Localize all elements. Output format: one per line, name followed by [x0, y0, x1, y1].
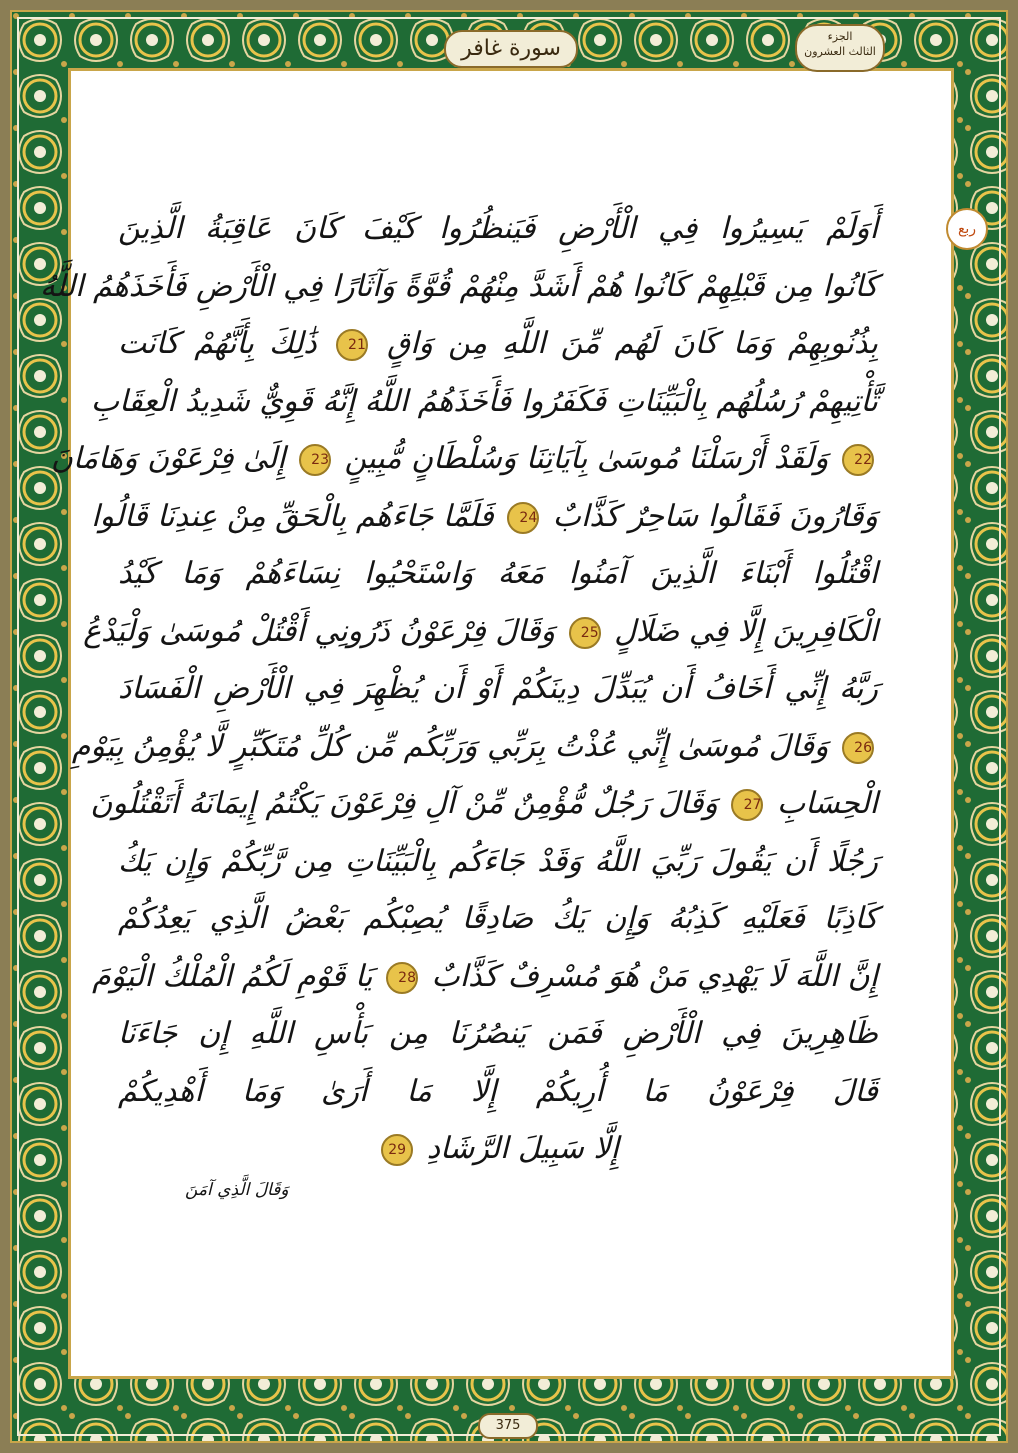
text-line — [92, 948, 878, 1006]
verse-segment: بِذُنُوبِهِمْ وَمَا كَانَ لَهُم مِّنَ اللَّهِ مِن وَاقٍ — [386, 326, 878, 361]
ayah-number-marker: 28 — [386, 962, 418, 994]
text-line — [83, 603, 878, 661]
text-line — [91, 488, 878, 546]
verse-segment: فَلَمَّا جَاءَهُم بِالْحَقِّ مِنْ عِندِنَا قَالُوا — [91, 498, 494, 534]
text-line — [39, 258, 878, 316]
juz-word: الجزء — [827, 30, 853, 43]
text-line — [118, 545, 878, 603]
verse-segment: وَقَارُونَ فَقَالُوا سَاحِرٌ كَذَّابٌ — [552, 498, 878, 534]
ayah-number-marker: 25 — [569, 617, 601, 649]
verse-segment: كَانُوا مِن قَبْلِهِمْ كَانُوا هُمْ أَشَدَّ مِنْهُمْ قُوَّةً وَآثَارًا فِي الْأَرْضِ فَأَخَذَهُمُ اللَّهُ — [39, 268, 878, 304]
text-line — [118, 890, 878, 948]
verse-segment: الْحِسَابِ — [777, 786, 878, 821]
verse-segment: يَا قَوْمِ لَكُمُ الْمُلْكُ الْيَوْمَ — [92, 958, 373, 994]
verse-segment: وَقَالَ فِرْعَوْنُ ذَرُونِي أَقْتُلْ مُوسَىٰ وَلْيَدْعُ — [83, 613, 556, 649]
ayah-number-marker: 24 — [507, 502, 539, 534]
verse-segment: وَلَقَدْ أَرْسَلْنَا مُوسَىٰ بِآيَاتِنَا وَسُلْطَانٍ مُّبِينٍ — [344, 441, 829, 476]
verse-segment: وَقَالَ رَجُلٌ مُّؤْمِنٌ مِّنْ آلِ فِرْعَوْنَ يَكْتُمُ إِيمَانَهُ أَتَقْتُلُونَ — [90, 786, 718, 821]
ayah-number-marker: 26 — [842, 732, 874, 764]
text-line — [118, 660, 878, 718]
ayah-number-marker: 22 — [842, 444, 874, 476]
text-line — [71, 718, 878, 776]
verse-segment: إِنَّ اللَّهَ لَا يَهْدِي مَنْ هُوَ مُسْرِفٌ كَذَّابٌ — [431, 958, 878, 994]
verse-segment: ظَاهِرِينَ فِي الْأَرْضِ فَمَن يَنصُرُنَا مِن بَأْسِ اللَّهِ إِن جَاءَنَا — [118, 1016, 878, 1051]
verse-text — [39, 200, 878, 1178]
text-line — [118, 1063, 878, 1121]
text-line — [118, 200, 878, 258]
verse-segment: اقْتُلُوا أَبْنَاءَ الَّذِينَ آمَنُوا مَعَهُ وَاسْتَحْيُوا نِسَاءَهُمْ وَمَا كَيْدُ — [118, 556, 878, 591]
verse-segment: رَبَّهُ إِنِّي أَخَافُ أَن يُبَدِّلَ دِينَكُمْ أَوْ أَن يُظْهِرَ فِي الْأَرْضِ الْفَسَادَ — [118, 671, 878, 706]
ayah-number-marker: 21 — [336, 329, 368, 361]
catchword: وَقَالَ الَّذِي آمَنَ — [185, 1180, 289, 1200]
rub-hizb-marker: ربع — [946, 208, 988, 250]
verse-segment: ذَٰلِكَ بِأَنَّهُمْ كَانَت — [118, 326, 317, 361]
verse-segment: أَوَلَمْ يَسِيرُوا فِي الْأَرْضِ فَيَنظُرُوا كَيْفَ كَانَ عَاقِبَةُ الَّذِينَ — [118, 211, 878, 246]
text-line — [118, 1120, 878, 1178]
verse-segment: الْكَافِرِينَ إِلَّا فِي ضَلَالٍ — [614, 613, 878, 649]
text-line — [118, 315, 878, 373]
text-line — [118, 1005, 878, 1063]
verse-segment: وَقَالَ مُوسَىٰ إِنِّي عُذْتُ بِرَبِّي وَرَبِّكُم مِّن كُلِّ مُتَكَبِّرٍ لَّا يُؤْمِنُ بِيَوْمِ — [71, 728, 829, 764]
verse-segment: قَالَ فِرْعَوْنُ مَا أُرِيكُمْ إِلَّا مَا أَرَىٰ وَمَا أَهْدِيكُمْ — [118, 1073, 878, 1109]
text-line — [90, 775, 878, 833]
verse-segment: تَّأْتِيهِمْ رُسُلُهُم بِالْبَيِّنَاتِ فَكَفَرُوا فَأَخَذَهُمُ اللَّهُ إِنَّهُ قَوِيٌّ شَدِيدُ الْعِقَابِ — [90, 383, 878, 419]
juz-label — [795, 24, 885, 72]
text-line — [50, 430, 878, 488]
juz-number: الثالث العشرون — [804, 45, 876, 58]
verse-segment: رَجُلًا أَن يَقُولَ رَبِّيَ اللَّهُ وَقَدْ جَاءَكُم بِالْبَيِّنَاتِ مِن رَّبِّكُمْ وَإِن يَكُ — [118, 843, 878, 879]
surah-title: سورة غافر — [444, 30, 578, 68]
page-number: 375 — [478, 1413, 538, 1439]
text-line — [90, 373, 878, 431]
verse-segment: إِلَّا سَبِيلَ الرَّشَادِ — [426, 1131, 619, 1166]
text-line — [118, 833, 878, 891]
verse-segment: إِلَىٰ فِرْعَوْنَ وَهَامَانَ — [50, 441, 286, 476]
ayah-number-marker: 23 — [299, 444, 331, 476]
ayah-number-marker: 29 — [381, 1134, 413, 1166]
verse-segment: كَاذِبًا فَعَلَيْهِ كَذِبُهُ وَإِن يَكُ صَادِقًا يُصِبْكُم بَعْضُ الَّذِي يَعِدُكُمْ — [118, 901, 878, 936]
ayah-number-marker: 27 — [731, 789, 763, 821]
